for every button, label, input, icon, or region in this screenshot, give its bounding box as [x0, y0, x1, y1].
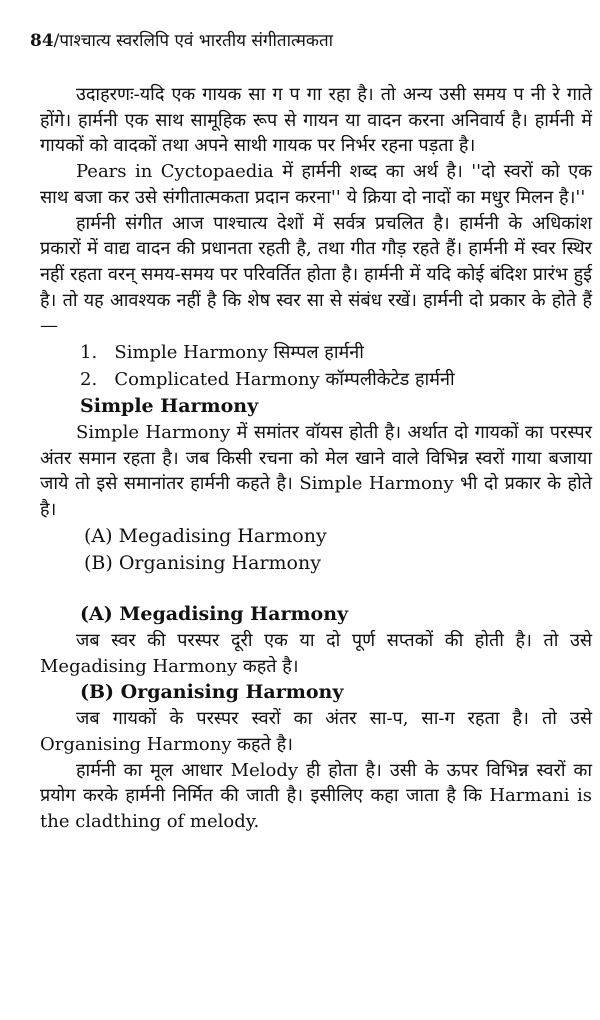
heading-simple-harmony: Simple Harmony: [80, 395, 259, 418]
list-number: 1.: [80, 342, 98, 364]
list-item: [40, 339, 592, 366]
page-number: 84: [30, 31, 54, 51]
list-text: Complicated Harmony कॉम्पलीकेटेड हार्मनी: [114, 369, 455, 391]
page-body: [40, 82, 592, 835]
heading-megadising-harmony: (A) Megadising Harmony: [80, 602, 349, 625]
spacer: [40, 577, 592, 601]
heading-organising-harmony: (B) Organising Harmony: [80, 681, 344, 704]
list-item: [40, 366, 592, 393]
list-text: Simple Harmony सिम्पल हार्मनी: [114, 342, 364, 364]
paragraph-harmony-prevalence: हार्मनी संगीत आज पाश्चात्य देशों में सर्वत्र प्रचलित है। हार्मनी के अधिकांश प्रकारों में वाद्य वादन की प्रधानता रहती है, तथा गीत गौड़ रहते हैं। हार्मनी में स्वर स्थिर नहीं रहता वरन् समय-समय पर परिवर्तित होता है। हार्मनी में यदि कोई बंदिश प्रारंभ हुई है। तो यह आवश्यक नहीं है कि शेष स्वर सा से संबंध रखें। हार्मनी दो प्रकार के होते हैं—: [40, 212, 592, 337]
list-number: 2.: [80, 369, 98, 391]
list-item: (A) Megadising Harmony: [84, 524, 327, 547]
paragraph-melody: हार्मनी का मूल आधार Melody ही होता है। उसी के ऊपर विभिन्न स्वरों का प्रयोग करके हार्मनी निर्मित की जाती है। इसीलिए कहा जाता है कि Harmani is the cladthing of melody.: [40, 759, 592, 833]
list-item: (B) Organising Harmony: [84, 551, 321, 574]
running-header: [30, 30, 590, 52]
header-title: पाश्चात्य स्वरलिपि एवं भारतीय संगीतात्मकता: [59, 31, 334, 51]
paragraph-megadising: जब स्वर की परस्पर दूरी एक या दो पूर्ण सप्तकों की होती है। तो उसे Megadising Harmony कहते है।: [40, 629, 592, 677]
paragraph-pears-definition: Pears in Cyctopaedia में हार्मनी शब्द का अर्थ है। ''दो स्वरों को एक साथ बजा कर उसे संगीतात्मकता प्रदान करना'' ये क्रिया दो नादों का मधुर मिलन है।'': [40, 161, 592, 208]
paragraph-organising: जब गायकों के परस्पर स्वरों का अंतर सा-प, सा-ग रहता है। तो उसे Organising Harmony कहते है।: [40, 708, 592, 755]
paragraph-example: उदाहरणः-यदि एक गायक सा ग प गा रहा है। तो अन्य उसी समय प नी रे गाते होंगे। हार्मनी एक साथ सामूहिक रूप से गायन या वादन करना अनिवार्य है। हार्मनी में गायकों को वादकों तथा अपने साथी गायक पर निर्भर रहना पड़ता है।: [40, 84, 592, 157]
paragraph-simple-harmony: Simple Harmony में समांतर वॉयस होती है। अर्थात दो गायकों का परस्पर अंतर समान रहता है। जब किसी रचना को मेल खाने वाले विभिन्न स्वरों गाया बजाया जाये तो इसे समानांतर हार्मनी कहते है। Simple Harmony भी दो प्रकार के होते है।: [40, 422, 592, 521]
header-separator: /: [53, 31, 60, 51]
